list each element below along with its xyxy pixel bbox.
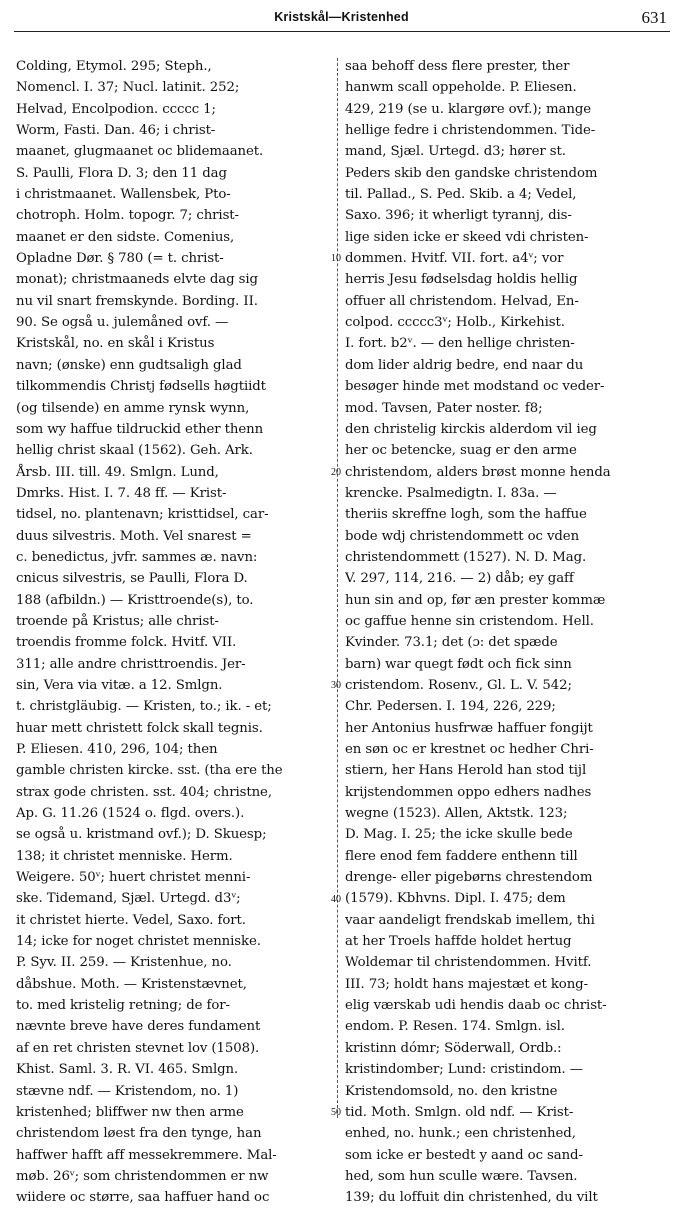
text-line: haffwer hafft aff messekremmere. Mal- — [16, 1147, 277, 1163]
text-line: endom. P. Resen. 174. Smlgn. isl. — [345, 1019, 565, 1035]
text-line: maanet, glugmaanet oc blidemaanet. — [16, 144, 264, 160]
text-line: lige siden icke er skeed vdi christen- — [345, 229, 589, 245]
text-line: christendom løest fra den tynge, han — [16, 1126, 262, 1142]
text-line: Dmrks. Hist. I. 7. 48 ff. — Krist- — [16, 485, 227, 501]
text-line: Opladne Dør. § 780 (= t. christ- — [16, 251, 224, 267]
text-line: hanwm scall oppeholde. P. Eliesen. — [345, 80, 577, 96]
text-line: Helvad, Encolpodion. ccccc 1; — [16, 101, 216, 117]
text-line: Colding, Etymol. 295; Steph., — [16, 59, 212, 74]
text-line: hun sin and op, før æn prester kommæ — [345, 592, 606, 608]
text-line: I. fort. b2ᵛ. — den hellige christen- — [345, 336, 575, 352]
text-line: monat); christmaaneds elvte dag sig — [16, 272, 258, 288]
text-line: dom lider aldrig bedre, end naar du — [345, 357, 584, 373]
text-line: maanet er den sidste. Comenius, — [16, 229, 235, 245]
text-line: 138; it christet menniske. Herm. — [16, 848, 233, 864]
page-header — [0, 8, 683, 30]
text-line: kristindomber; Lund: cristindom. — — [345, 1062, 583, 1078]
text-line: nu vil snart fremskynde. Bording. II. — [16, 293, 258, 309]
text-line: tid. Moth. Smlgn. old ndf. — Krist- — [345, 1104, 574, 1120]
text-line: drenge- eller pigebørns chrestendom — [345, 870, 593, 886]
text-line: offuer all christendom. Helvad, En- — [345, 293, 579, 309]
text-line: Woldemar til christendommen. Hvitf. — [345, 955, 592, 971]
text-line: P. Eliesen. 410, 296, 104; then — [16, 742, 218, 757]
text-line: mod. Tavsen, Pater noster. f8; — [345, 400, 543, 416]
line-number: 30 — [331, 680, 341, 692]
text-line: wegne (1523). Allen, Aktstk. 123; — [345, 806, 568, 822]
text-line: til. Pallad., S. Ped. Skib. a 4; Vedel, — [345, 187, 577, 203]
left-column — [16, 56, 328, 1209]
text-line: Chr. Pedersen. I. 194, 226, 229; — [345, 699, 556, 715]
text-line: duus silvestris. Moth. Vel snarest = — [16, 528, 252, 544]
text-line: kristinn dómr; Söderwall, Ordb.: — [345, 1040, 562, 1056]
text-line: cristendom. Rosenv., Gl. L. V. 542; — [345, 677, 572, 693]
text-line: 90. Se også u. julemåned ovf. — — [16, 315, 229, 331]
text-line: hed, som hun sculle wære. Tavsen. — [345, 1168, 578, 1184]
text-line: Kristskål, no. en skål i Kristus — [16, 336, 215, 352]
text-line: 429, 219 (se u. klargøre ovf.); mange — [345, 101, 591, 117]
text-line: V. 297, 114, 216. — 2) dåb; ey gaff — [345, 571, 574, 587]
column-divider — [337, 58, 339, 1118]
text-line: c. benedictus, jvfr. sammes æ. navn: — [16, 549, 258, 565]
text-line: (1579). Kbhvns. Dipl. I. 475; dem — [345, 891, 566, 907]
text-line: stævne ndf. — Kristendom, no. 1) — [16, 1083, 239, 1099]
text-line: Peders skib den gandske christendom — [345, 165, 598, 181]
text-line: Weigere. 50ᵛ; huert christet menni- — [16, 870, 251, 886]
text-line: D. Mag. I. 25; the icke skulle bede — [345, 827, 573, 843]
text-line: den christelig kirckis alderdom vil ieg — [345, 421, 597, 437]
text-line: bode wdj christendommett oc vden — [345, 528, 580, 544]
text-line: oc gaffue henne sin cristendom. Hell. — [345, 613, 594, 629]
text-line: se også u. kristmand ovf.); D. Skuesp; — [16, 827, 267, 843]
line-number: 50 — [331, 1107, 341, 1119]
text-line: tilkommendis Christj fødsells høgtiidt — [16, 379, 266, 395]
text-line: enhed, no. hunk.; een christenhed, — [345, 1126, 576, 1142]
header-rule — [14, 31, 670, 32]
text-line: sin, Vera via vitæ. a 12. Smlgn. — [16, 677, 223, 693]
text-line: Årsb. III. till. 49. Smlgn. Lund, — [16, 464, 219, 480]
text-line: hellig christ skaal (1562). Geh. Ark. — [16, 443, 253, 459]
line-number: 40 — [331, 893, 341, 905]
text-line: her Antonius husfrwæ haffuer fongijt — [345, 720, 593, 736]
text-line: huar mett christett folck skall tegnis. — [16, 720, 263, 736]
text-line: dåbshue. Moth. — Kristenstævnet, — [16, 976, 247, 992]
text-line: theriis skreffne logh, som the haffue — [345, 507, 587, 523]
text-line: colpod. ccccc3ᵛ; Holb., Kirkehist. — [345, 315, 565, 331]
text-line: strax gode christen. sst. 404; christne, — [16, 784, 272, 800]
text-line: Khist. Saml. 3. R. VI. 465. Smlgn. — [16, 1062, 239, 1078]
text-line: her oc betencke, suag er den arme — [345, 443, 577, 459]
text-line: III. 73; holdt hans majestæt et kong- — [345, 976, 588, 992]
text-line: S. Paulli, Flora D. 3; den 11 dag — [16, 165, 227, 181]
text-line: saa behoff dess flere prester, ther — [345, 59, 570, 74]
text-line: gamble christen kircke. sst. (tha ere the — [16, 763, 283, 779]
text-line: cnicus silvestris, se Paulli, Flora D. — [16, 571, 248, 587]
text-line: som wy haffue tildruckid ether thenn — [16, 421, 264, 437]
text-line: flere enod fem faddere enthenn till — [345, 848, 578, 864]
text-line: i christmaanet. Wallensbek, Pto- — [16, 187, 231, 203]
text-line: af en ret christen stevnet lov (1508). — [16, 1040, 260, 1056]
text-line: 188 (afbildn.) — Kristtroende(s), to. — [16, 592, 254, 608]
page-number: 631 — [641, 8, 667, 27]
text-line: ske. Tidemand, Sjæl. Urtegd. d3ᵛ; — [16, 891, 241, 907]
text-line: krencke. Psalmedigtn. I. 83a. — — [345, 485, 557, 501]
text-line: Ap. G. 11.26 (1524 o. flgd. overs.). — [16, 806, 245, 822]
text-line: elig værskab udi hendis daab oc christ- — [345, 998, 607, 1014]
text-line: tidsel, no. plantenavn; kristtidsel, car- — [16, 507, 269, 523]
text-line: Kristendomsold, no. den kristne — [345, 1083, 558, 1099]
text-line: at her Troels haffde holdet hertug — [345, 934, 572, 950]
text-line: 14; icke for noget christet menniske. — [16, 934, 261, 950]
line-number: 10 — [331, 253, 341, 265]
text-line: christendommett (1527). N. D. Mag. — [345, 549, 587, 565]
text-line: t. christgläubig. — Kristen, to.; ik. - et; — [16, 699, 272, 715]
text-line: troende på Kristus; alle christ- — [16, 613, 219, 629]
text-line: it christet hierte. Vedel, Saxo. fort. — [16, 912, 246, 928]
text-line: hellige fedre i christendommen. Tide- — [345, 123, 596, 139]
text-line: (og tilsende) en amme rynsk wynn, — [16, 400, 250, 416]
text-line: nævnte breve have deres fundament — [16, 1019, 261, 1035]
text-line: kristenhed; bliffwer nw then arme — [16, 1104, 244, 1120]
text-line: 311; alle andre christtroendis. Jer- — [16, 656, 246, 672]
text-line: mand, Sjæl. Urtegd. d3; hører st. — [345, 144, 566, 160]
text-line: besøger hinde met modstand oc veder- — [345, 379, 605, 395]
text-line: to. med kristelig retning; de for- — [16, 998, 230, 1014]
text-line: dommen. Hvitf. VII. fort. a4ᵛ; vor — [345, 251, 564, 267]
text-line: møb. 26ᵛ; som christendommen er nw — [16, 1168, 269, 1184]
text-line: herris Jesu fødselsdag holdis hellig — [345, 272, 578, 288]
text-line: en søn oc er krestnet oc hedher Chri- — [345, 742, 594, 757]
text-line: 139; du loffuit din christenhed, du vilt — [345, 1190, 598, 1206]
text-line: barn) war quegt født och fick sinn — [345, 656, 572, 672]
text-line: wiidere oc større, saa haffuer hand oc — [16, 1190, 270, 1206]
text-line: Saxo. 396; it wherligt tyrannj, dis- — [345, 208, 572, 224]
text-line: Nomencl. I. 37; Nucl. latinit. 252; — [16, 80, 240, 96]
line-number: 20 — [331, 466, 341, 478]
text-line: stiern, her Hans Herold han stod tijl — [345, 763, 587, 779]
text-line: troendis fromme folck. Hvitf. VII. — [16, 635, 237, 651]
text-line: Kvinder. 73.1; det (ɔ: det spæde — [345, 635, 558, 651]
text-line: som icke er bestedt y aand oc sand- — [345, 1147, 583, 1163]
text-line: Worm, Fasti. Dan. 46; i christ- — [16, 123, 216, 139]
text-line: christendom, alders brøst monne henda — [345, 464, 611, 480]
right-column — [345, 56, 667, 1209]
text-line: navn; (ønske) enn gudtsaligh glad — [16, 357, 242, 373]
text-line: vaar aandeligt frendskab imellem, thi — [345, 912, 595, 928]
running-title: Kristskål—Kristenhed — [274, 10, 409, 24]
text-line: krijstendommen oppo edhers nadhes — [345, 784, 592, 800]
text-line: P. Syv. II. 259. — Kristenhue, no. — [16, 955, 232, 971]
text-line: chotroph. Holm. topogr. 7; christ- — [16, 208, 239, 224]
